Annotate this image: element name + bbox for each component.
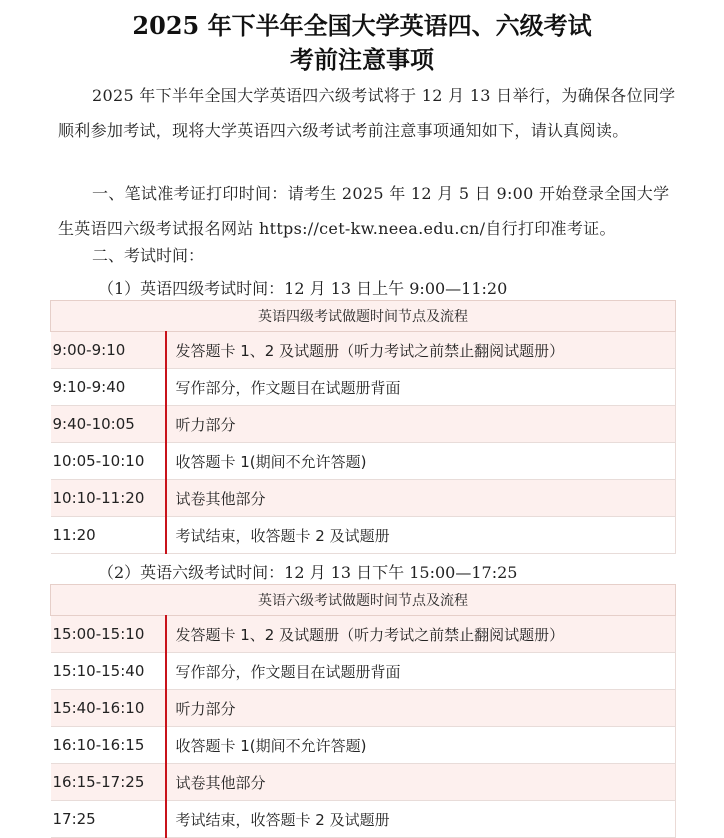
time-cell: 9:10-9:40 xyxy=(51,369,166,406)
task-cell: 写作部分，作文题目在试题册背面 xyxy=(166,653,676,690)
time-cell: 10:10-11:20 xyxy=(51,480,166,517)
table-row xyxy=(51,517,676,554)
time-cell: 16:10-16:15 xyxy=(51,727,166,764)
table-row xyxy=(51,443,676,480)
task-cell: 考试结束，收答题卡 2 及试题册 xyxy=(166,517,676,554)
cet6-schedule-table xyxy=(50,584,676,838)
table-row xyxy=(51,690,676,727)
task-cell: 考试结束，收答题卡 2 及试题册 xyxy=(166,801,676,838)
time-cell: 10:05-10:10 xyxy=(51,443,166,480)
task-cell: 试卷其他部分 xyxy=(166,480,676,517)
section-print-admission-ticket: 一、笔试准考证打印时间：请考生 2025 年 12 月 5 日 9:00 开始登录全国大学生英语四六级考试报名网站 https://cet-kw.neea.edu.cn/自行打印准考证。 xyxy=(58,184,670,238)
cet4-table-title: 英语四级考试做题时间节点及流程 xyxy=(51,301,676,332)
table-row xyxy=(51,727,676,764)
cet4-schedule-table xyxy=(50,300,676,554)
time-cell: 9:00-9:10 xyxy=(51,332,166,369)
cet6-time-heading: （2）英语六级考试时间：12 月 13 日下午 15:00—17:25 xyxy=(98,563,518,582)
table-row xyxy=(51,332,676,369)
time-cell: 17:25 xyxy=(51,801,166,838)
intro-paragraph: 2025 年下半年全国大学英语四六级考试将于 12 月 13 日举行，为确保各位同学顺利参加考试，现将大学英语四六级考试考前注意事项通知如下，请认真阅读。 xyxy=(58,86,676,140)
section-exam-time-heading: 二、考试时间： xyxy=(92,246,205,265)
task-cell: 发答题卡 1、2 及试题册（听力考试之前禁止翻阅试题册） xyxy=(166,616,676,653)
task-cell: 写作部分，作文题目在试题册背面 xyxy=(166,369,676,406)
task-cell: 听力部分 xyxy=(166,690,676,727)
task-cell: 发答题卡 1、2 及试题册（听力考试之前禁止翻阅试题册） xyxy=(166,332,676,369)
task-cell: 听力部分 xyxy=(166,406,676,443)
cet4-time-heading: （1）英语四级考试时间：12 月 13 日上午 9:00—11:20 xyxy=(98,279,508,298)
table-row xyxy=(51,480,676,517)
task-cell: 收答题卡 1(期间不允许答题) xyxy=(166,443,676,480)
page-title-line2: 考前注意事项 xyxy=(290,45,434,74)
table-row xyxy=(51,653,676,690)
table-row xyxy=(51,764,676,801)
table-header-row xyxy=(51,301,676,332)
task-cell: 收答题卡 1(期间不允许答题) xyxy=(166,727,676,764)
time-cell: 16:15-17:25 xyxy=(51,764,166,801)
table-row xyxy=(51,616,676,653)
time-cell: 15:10-15:40 xyxy=(51,653,166,690)
time-cell: 15:00-15:10 xyxy=(51,616,166,653)
task-cell: 试卷其他部分 xyxy=(166,764,676,801)
page-title-line1: 2025 年下半年全国大学英语四、六级考试 xyxy=(132,11,592,40)
time-cell: 15:40-16:10 xyxy=(51,690,166,727)
table-row xyxy=(51,801,676,838)
time-cell: 9:40-10:05 xyxy=(51,406,166,443)
time-cell: 11:20 xyxy=(51,517,166,554)
cet6-table-title: 英语六级考试做题时间节点及流程 xyxy=(51,585,676,616)
table-header-row xyxy=(51,585,676,616)
table-row xyxy=(51,369,676,406)
table-row xyxy=(51,406,676,443)
